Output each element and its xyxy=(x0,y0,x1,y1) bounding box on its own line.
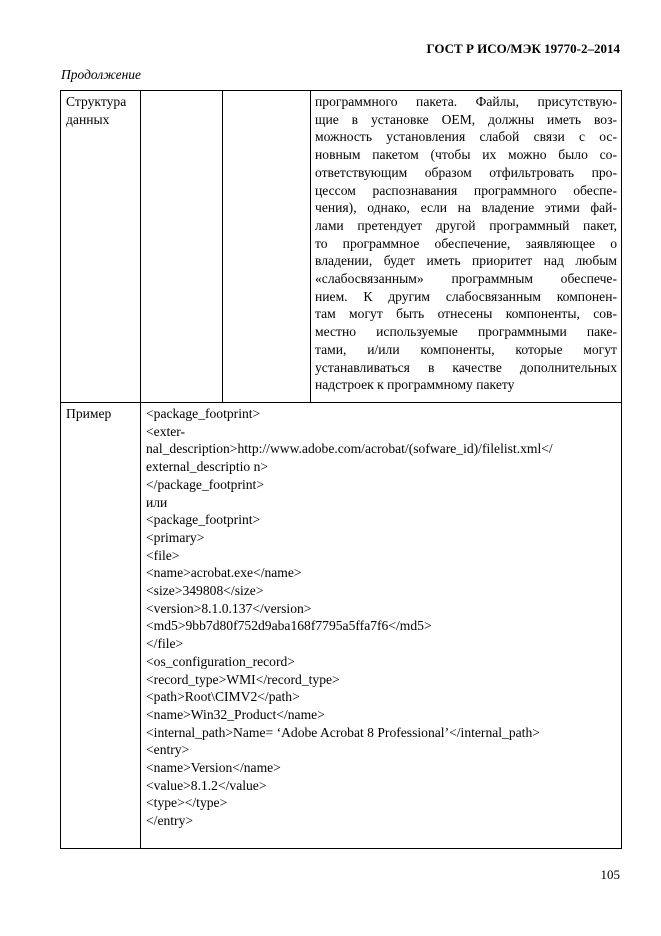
code-line: <record_type>WMI</record_type> xyxy=(146,671,340,687)
description-line: тами, и/или компоненты, которые могут xyxy=(315,341,617,357)
description-line: то программное обеспечение, заявляющее о xyxy=(315,235,617,251)
code-line: <type></type> xyxy=(146,795,228,811)
description-line: цессом распознавания программного обеспе- xyxy=(315,182,617,198)
description-line: «слабосвязанным» программным обеспече- xyxy=(315,271,617,287)
description-line: новным пакетом (чтобы их можно было со- xyxy=(315,147,617,163)
row-label-example: Пример xyxy=(61,403,141,849)
description-line: ответствующим образом отфильтровать про- xyxy=(315,164,617,180)
code-line: </package_footprint> xyxy=(146,476,265,492)
code-line: external_descriptio n> xyxy=(146,459,269,475)
row-label-structure: Структура данных xyxy=(61,91,141,403)
structure-description xyxy=(311,91,622,403)
description-line: надстроек к программному пакету xyxy=(315,377,515,393)
empty-cell-1 xyxy=(141,91,223,403)
code-line: <version>8.1.0.137</version> xyxy=(146,600,312,616)
empty-cell-2 xyxy=(223,91,311,403)
example-code xyxy=(141,403,622,849)
description-line: программного пакета. Файлы, присутствую- xyxy=(315,94,617,109)
description-line: можность установления слабой связи с ос- xyxy=(315,129,617,145)
description-line: чения), однако, если на владение этими фай- xyxy=(315,200,617,216)
content-table xyxy=(60,90,622,849)
code-line: <package_footprint> xyxy=(146,512,261,528)
code-line: <value>8.1.2</value> xyxy=(146,777,267,793)
description-line: владении, будет иметь приоритет над любым xyxy=(315,253,617,269)
description-line: устанавливаться в качестве дополнительных xyxy=(315,359,617,375)
code-line: <name>Version</name> xyxy=(146,760,281,776)
code-line: <md5>9bb7d80f752d9aba168f7795a5ffa7f6</md5> xyxy=(146,618,432,634)
code-line: <file> xyxy=(146,547,180,563)
code-line: или xyxy=(146,494,168,510)
code-line: </file> xyxy=(146,636,184,652)
description-line: лами претендует другой программный пакет, xyxy=(315,217,617,233)
code-line: <primary> xyxy=(146,529,205,545)
code-line: <size>349808</size> xyxy=(146,583,264,599)
code-line: <entry> xyxy=(146,742,190,758)
code-line: </entry> xyxy=(146,813,194,829)
code-line: <name>Win32_Product</name> xyxy=(146,706,325,722)
standard-number-header: ГОСТ Р ИСО/МЭК 19770-2–2014 xyxy=(426,41,620,56)
code-line: nal_description>http://www.adobe.com/acrobat/(sofware_id)/filelist.xml</ xyxy=(146,441,553,457)
code-line: <path>Root\CIMV2</path> xyxy=(146,689,300,705)
code-line: <package_footprint> xyxy=(146,406,261,421)
continuation-label: Продолжение xyxy=(61,67,142,82)
description-line: местно используемые программными паке- xyxy=(315,324,617,340)
code-line: <os_configuration_record> xyxy=(146,653,295,669)
code-line: <name>acrobat.exe</name> xyxy=(146,565,302,581)
page-number: 105 xyxy=(600,867,620,882)
description-line: нием. К другим слабосвязанным компонен- xyxy=(315,288,617,304)
code-line: <exter- xyxy=(146,423,186,439)
code-line: <internal_path>Name= ‘Adobe Acrobat 8 Professional’</internal_path> xyxy=(146,724,540,740)
description-line: там могут быть отнесены компоненты, сов- xyxy=(315,306,617,322)
description-line: щие в установке OEM, должны иметь воз- xyxy=(315,111,617,127)
table-row-structure xyxy=(61,91,622,403)
table-row-example xyxy=(61,403,622,849)
